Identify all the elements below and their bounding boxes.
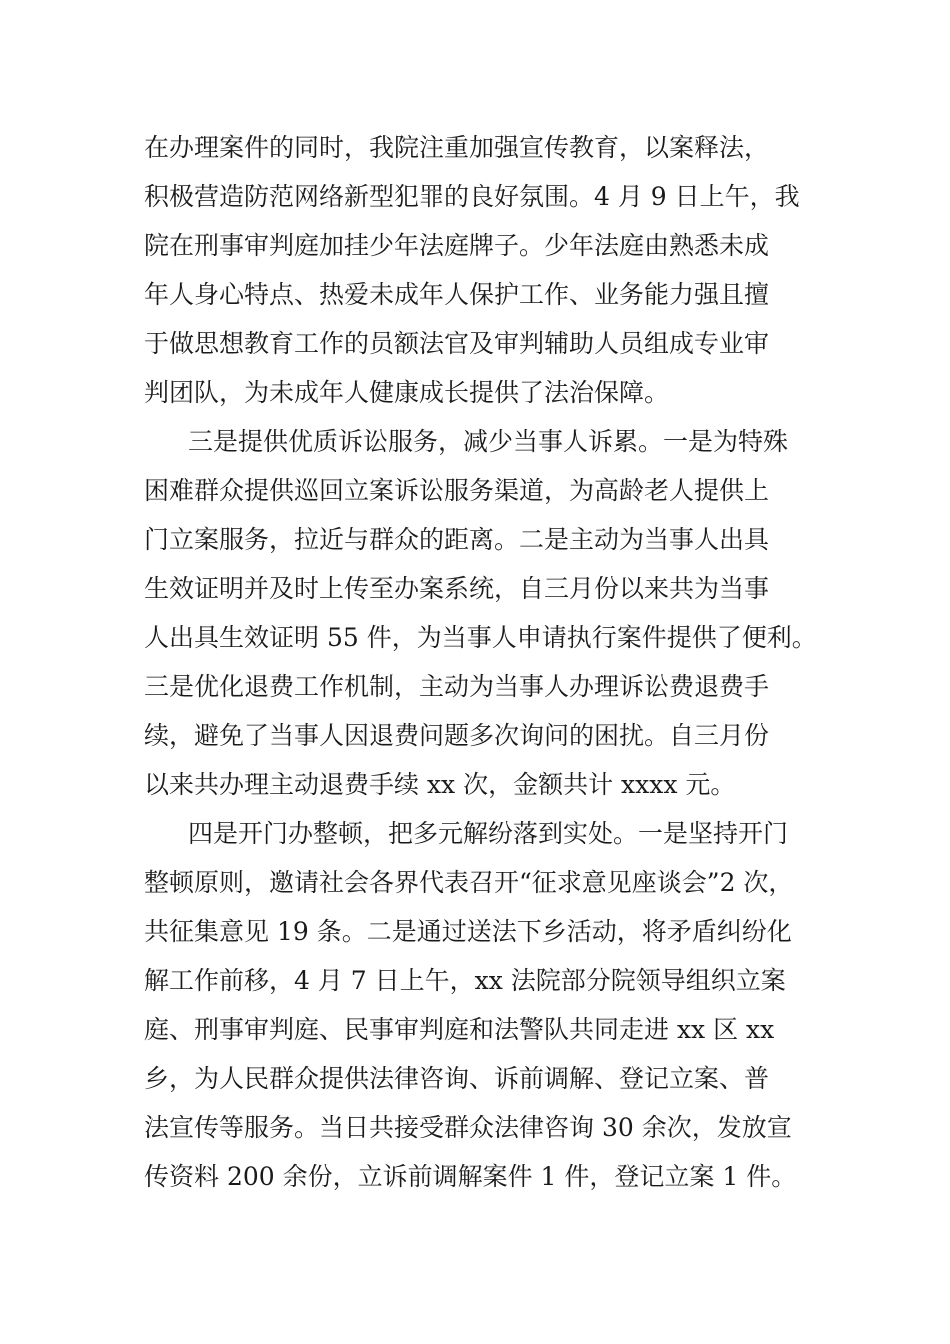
text-line: 以来共办理主动退费手续 xx 次，金额共计 xxxx 元。 bbox=[144, 770, 736, 799]
text-line: 续，避免了当事人因退费问题多次询问的困扰。自三月份 bbox=[144, 721, 770, 750]
text-line: 困难群众提供巡回立案诉讼服务渠道，为高龄老人提供上 bbox=[144, 476, 770, 505]
text-line: 在办理案件的同时，我院注重加强宣传教育，以案释法， bbox=[144, 133, 770, 162]
paragraph-start-line: 四是开门办整顿，把多元解纷落到实处。一是坚持开门 bbox=[188, 819, 789, 848]
text-line: 年人身心特点、热爱未成年人保护工作、业务能力强且擅 bbox=[144, 280, 770, 309]
text-line: 生效证明并及时上传至办案系统，自三月份以来共为当事 bbox=[144, 574, 770, 603]
text-line: 积极营造防范网络新型犯罪的良好氛围。4 月 9 日上午，我 bbox=[144, 182, 800, 211]
text-line: 解工作前移，4 月 7 日上午，xx 法院部分院领导组织立案 bbox=[144, 966, 786, 995]
text-line: 院在刑事审判庭加挂少年法庭牌子。少年法庭由熟悉未成 bbox=[144, 231, 770, 260]
document-body bbox=[144, 128, 824, 1206]
text-line: 庭、刑事审判庭、民事审判庭和法警队共同走进 xx 区 xx bbox=[144, 1015, 775, 1044]
text-line: 传资料 200 余份，立诉前调解案件 1 件，登记立案 1 件。 bbox=[144, 1162, 797, 1191]
text-line: 三是优化退费工作机制，主动为当事人办理诉讼费退费手 bbox=[144, 672, 770, 701]
paragraph-start-line: 三是提供优质诉讼服务，减少当事人诉累。一是为特殊 bbox=[188, 427, 789, 456]
text-line: 乡，为人民群众提供法律咨询、诉前调解、登记立案、普 bbox=[144, 1064, 770, 1093]
text-line: 判团队，为未成年人健康成长提供了法治保障。 bbox=[144, 378, 670, 407]
text-line: 人出具生效证明 55 件，为当事人申请执行案件提供了便利。 bbox=[144, 623, 817, 652]
text-line: 整顿原则，邀请社会各界代表召开“征求意见座谈会”2 次， bbox=[144, 868, 794, 897]
text-line: 门立案服务，拉近与群众的距离。二是主动为当事人出具 bbox=[144, 525, 770, 554]
text-line: 法宣传等服务。当日共接受群众法律咨询 30 余次，发放宣 bbox=[144, 1113, 792, 1142]
text-line: 于做思想教育工作的员额法官及审判辅助人员组成专业审 bbox=[144, 329, 770, 358]
text-line: 共征集意见 19 条。二是通过送法下乡活动，将矛盾纠纷化 bbox=[144, 917, 792, 946]
